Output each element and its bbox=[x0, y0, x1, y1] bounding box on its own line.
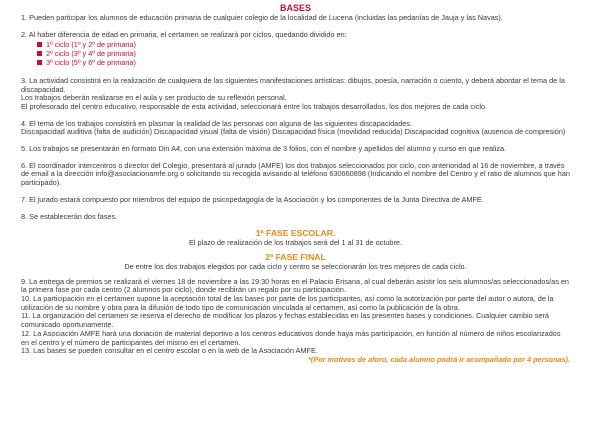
cycle-item bbox=[37, 59, 570, 68]
rule-12: 12. La Asociación AMFE hará una donación de material deportivo a los centros educativos donde haya más participación, en función al número de niños escolarizados en el centro y el número de participantes del mismo en el certamen. bbox=[21, 328, 561, 347]
bullet-square-icon bbox=[37, 51, 42, 56]
rule-1: 1. Pueden participar los alumnos de educación primaria de cualquier colegio de la localidad de Lucena (incluidas las pedanías de Jauja y las Navas). bbox=[21, 13, 503, 22]
phase-2-text: De entre los dos trabajos elegidos por cada ciclo y centro se seleccionarán los tres mejores de cada ciclo. bbox=[124, 261, 467, 271]
rule-4 bbox=[21, 120, 570, 137]
bullet-square-icon bbox=[37, 42, 42, 47]
rule-3 bbox=[21, 77, 570, 112]
cycle-label: 2º ciclo (3º y 4º de primaria) bbox=[46, 49, 136, 59]
rule-3-work: Los trabajos deberán realizarse en el aula y ser producto de su reflexión personal. bbox=[21, 93, 287, 103]
rule-10: 10. La participación en el certamen supone la aceptación total de las bases por parte de los participantes, así como la autorización por parte del autor o autora, de la utilización de su nombre y obra para la difusión de todo tipo de comunicación vinculada al certamen, así como la publicación de la obra. bbox=[21, 294, 554, 312]
rule-5: 5. Los trabajos se presentarán en formato Din A4, con una extensión máxima de 3 folios, con el nombre y apellidos del alumno y curso en que realiza. bbox=[21, 144, 507, 154]
rule-9: 9. La entrega de premios se realizará el viernes 18 de noviembre a las 19:30 horas en el Palacio Erisana, al cual deberán asistir los seis alumnos/as seleccionados/as en la primera fase por cada centro (2 alumnos por ciclo), donde recibirán un regalo por su participación. bbox=[21, 276, 569, 295]
rule-6: 6. El coordinador intercentros o director del Colegio, presentará al jurado (AMFE) los dos trabajos seleccionados por ciclo, con anterioridad al 16 de noviembre, a través de email a la dirección info@asociacionamfe.org o solicitando su recogida avisando al teléfono 630660898 (Indicando el nombre del Centro y el ratio de alumnos que han participado). bbox=[21, 160, 570, 188]
phase-2-title: 2ª FASE FINAL bbox=[265, 252, 326, 263]
rule-8: 8. Se establecerán dos fases. bbox=[21, 211, 118, 221]
rule-11: 11. La organización del certamen se reserva el derecho de modificar los plazos y fechas establecidas en las presentes bases y condiciones. Cualquier cambio será comunicado oportunamente. bbox=[21, 311, 549, 330]
phase-1-title: 1ª FASE ESCOLAR. bbox=[255, 228, 336, 239]
cycle-label: 3º ciclo (5º y 6º de primaria) bbox=[46, 58, 136, 67]
attendance-note: *(Por motivos de aforo, cada alumno podrá ir acompañado por 4 personas). bbox=[308, 354, 570, 364]
bases-title: BASES bbox=[279, 3, 311, 13]
phase-1-text: El plazo de realización de los trabajos será del 1 al 31 de octubre. bbox=[189, 237, 402, 247]
rule-7: 7. El jurado estará compuesto por miembros del equipo de psicopedagogía de la Asociación y los componentes de la Junta Directiva de AMFE. bbox=[21, 194, 484, 204]
rule-2: 2. Al haber diferencia de edad en primaria, el certamen se realizará por ciclos, quedando dividido en: bbox=[21, 29, 347, 39]
rule-4-types: Discapacidad auditiva (falta de audición) Discapacidad visual (falta de visión) Discapacidad física (movilidad reducida) Discapacidad cognitiva (ausencia de compresión) bbox=[21, 127, 566, 137]
rule-3-main: 3. La actividad consistirá en la realización de cualquiera de las siguientes manifestaciones artísticas: dibujos, poesía, narración o cuento, y deberá abordar el tema de la discapacidad. bbox=[21, 75, 565, 94]
cycle-list bbox=[37, 41, 570, 67]
rule-4-main: 4. El tema de los trabajos consistirá en plasmar la realidad de las personas con alguna de las siguientes discapacidades. bbox=[21, 118, 413, 128]
cycle-label: 1º ciclo (1º y 2º de primaria) bbox=[46, 40, 136, 50]
bullet-square-icon bbox=[37, 60, 42, 65]
rule-3-selection: El profesorado del centro educativo, responsable de esta actividad, seleccionará entre los trabajos desarrollados, los dos mejores de cada ciclo. bbox=[21, 101, 488, 111]
rule-13: 13. Las bases se pueden consultar en el centro escolar o en la web de la Asociación AMFE. bbox=[21, 346, 318, 356]
